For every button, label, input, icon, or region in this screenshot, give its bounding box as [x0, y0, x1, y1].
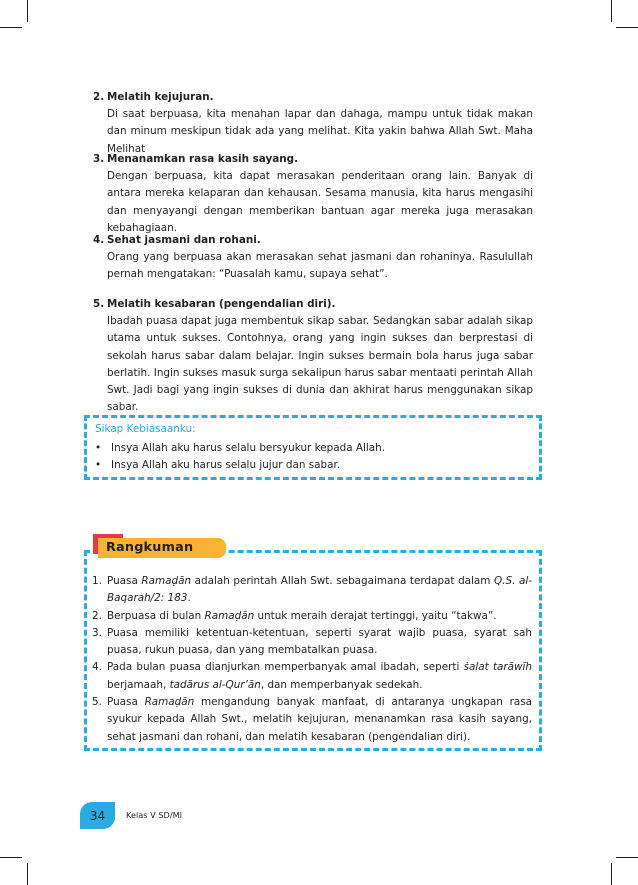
point-title: Melatih kejujuran. — [107, 91, 214, 103]
point-title: Menanamkan rasa kasih sayang. — [107, 153, 299, 165]
crop-mark — [27, 0, 28, 22]
point-number: 3. — [93, 153, 105, 165]
page-number: 34 — [89, 808, 106, 823]
crop-mark — [616, 857, 638, 858]
footer-class-label: Kelas V SD/MI — [126, 810, 183, 820]
point-title: Sehat jasmani dan rohani — [107, 234, 257, 246]
habit-list — [95, 440, 385, 474]
point-body: Ibadah puasa dapat juga membentuk sikap sabar. Sedangkan sabar adalah sikap utama untuk sukses. Contohnya, orang yang ingin sukses dan berprestasi di sekolah harus sabar dalam belajar. Ingin sukses bermain bola harus juga sabar berlatih. Ingin sukses masuk surga sekalipun harus sabar mentaati perintah Allah Swt. Jadi bagi yang ingin sukses di dunia dan akhirat harus menggunakan sikap sabar. — [107, 315, 533, 414]
page-number-badge — [80, 802, 115, 829]
point-body: Di saat berpuasa, kita menahan lapar dan dahaga, mampu untuk tidak makan dan minum meskipun tidak ada yang melihat. Kita yakin bahwa Allah Swt. Maha Melihat — [107, 108, 533, 155]
point-2 — [93, 89, 533, 158]
crop-mark — [27, 863, 28, 885]
point-title: Melatih kesabaran (pengendalian diri). — [107, 298, 336, 310]
point-number: 5. — [93, 298, 105, 310]
crop-mark — [0, 27, 22, 28]
point-body: Orang yang berpuasa akan merasakan sehat jasmani dan rohaninya. Rasulullah pernah mengatakan: “Puasalah kamu, supaya sehat”. — [107, 251, 533, 281]
habit-box — [84, 415, 542, 480]
point-number: 2. — [93, 91, 105, 103]
point-4 — [93, 232, 533, 284]
summary-heading: Rangkuman — [106, 540, 194, 555]
bullet-icon: • — [95, 442, 102, 454]
list-item: 1. Puasa Ramaḍān adalah perintah Allah Swt. sebagaimana terdapat dalam Q.S. al-Baqarah/2: 183. — [92, 575, 532, 605]
crop-mark — [611, 863, 612, 885]
crop-mark — [611, 0, 612, 22]
point-3 — [93, 151, 533, 237]
point-number: 4. — [93, 234, 105, 246]
list-item: • Insya Allah aku harus selalu bersyukur kepada Allah. — [95, 440, 385, 457]
point-5 — [93, 296, 533, 416]
list-item: • Insya Allah aku harus selalu jujur dan sabar. — [95, 457, 385, 474]
list-item: 5. Puasa Ramaḍān mengandung banyak manfaat, di antaranya ungkapan rasa syukur kepada Allah Swt., melatih kejujuran, menanamkan rasa kasih sayang, sehat jasmani dan rohani, dan melatih kesabaran (pengendalian diri). — [92, 696, 532, 743]
crop-mark — [616, 27, 638, 28]
point-body: Dengan berpuasa, kita dapat merasakan penderitaan orang lain. Banyak di antara mereka kelaparan dan kehausan. Sesama manusia, kita harus mengasihi dan menyayangi dengan memberikan bantuan agar mereka juga merasakan kebahagiaan. — [107, 170, 533, 234]
list-item: 4. Pada bulan puasa dianjurkan memperbanyak amal ibadah, seperti ṡalat tarāwīh berjamaah, tadārus al-Qur’ān, dan memperbanyak sedekah. — [92, 661, 532, 691]
point-title-suffix: . — [256, 234, 261, 246]
bullet-icon: • — [95, 459, 102, 471]
habit-box-title: Sikap Kebiasaanku: — [95, 423, 196, 435]
list-item: 2. Berpuasa di bulan Ramaḍān untuk meraih derajat tertinggi, yaitu “takwa”. — [92, 609, 497, 622]
summary-list — [92, 573, 532, 746]
crop-mark — [0, 857, 22, 858]
list-item: 3. Puasa memiliki ketentuan-ketentuan, seperti syarat wajib puasa, syarat sah puasa, rukun puasa, dan yang membatalkan puasa. — [92, 626, 532, 657]
